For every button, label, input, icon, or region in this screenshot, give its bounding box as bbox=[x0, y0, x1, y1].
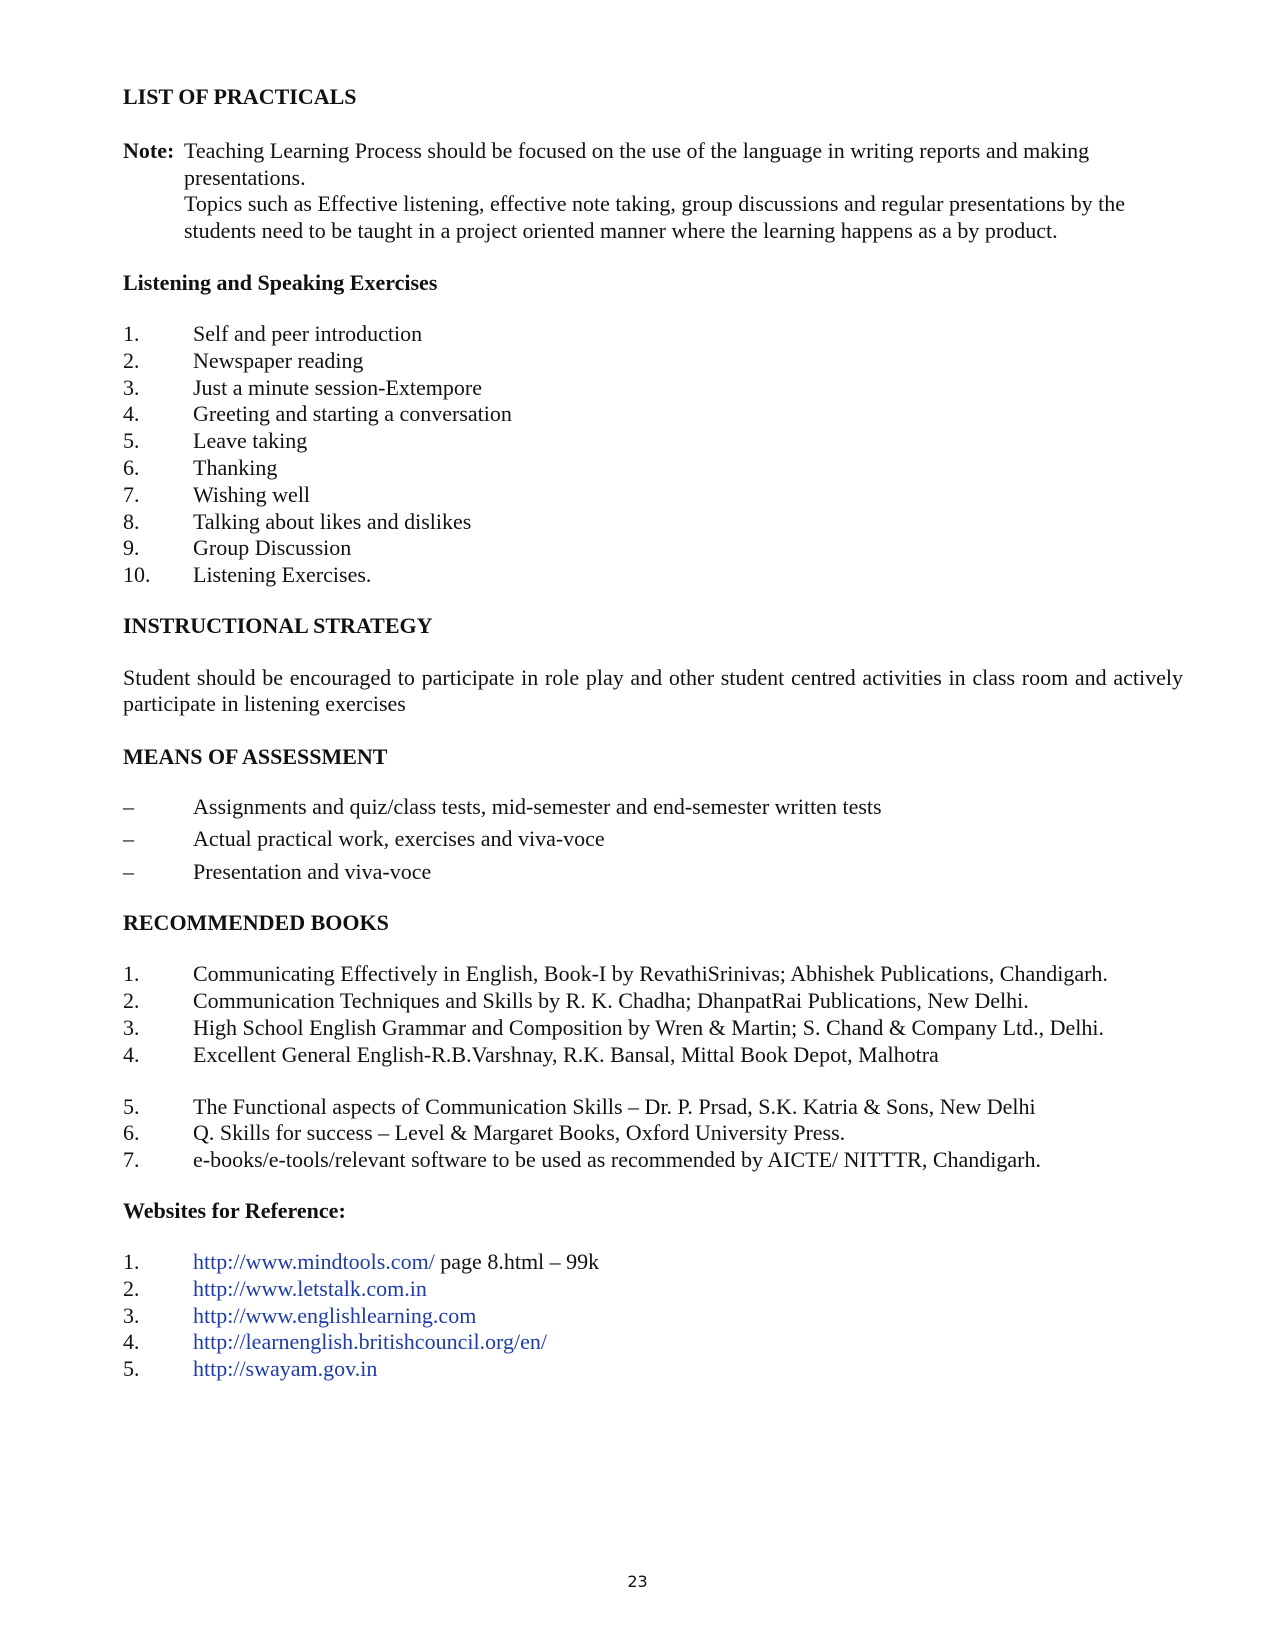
recommended-books-heading: RECOMMENDED BOOKS bbox=[123, 910, 389, 936]
means-of-assessment-heading: MEANS OF ASSESSMENT bbox=[123, 743, 388, 769]
list-item bbox=[123, 1276, 1183, 1303]
item-number: 5. bbox=[123, 1356, 140, 1382]
item-number: 1. bbox=[123, 961, 140, 987]
list-item bbox=[123, 401, 1183, 428]
item-text: Newspaper reading bbox=[193, 347, 364, 373]
website-link[interactable]: http://www.mindtools.com/ bbox=[193, 1249, 435, 1275]
dash-bullet: – bbox=[123, 793, 134, 819]
item-text: Greeting and starting a conversation bbox=[193, 401, 512, 427]
list-item bbox=[123, 1356, 1183, 1383]
link-suffix: page 8.html – 99k bbox=[434, 1249, 600, 1275]
instructional-strategy-text: Student should be encouraged to participate in role play and other student centred activities in class room and actively participate in listening exercises bbox=[123, 664, 1183, 717]
websites-list bbox=[123, 1249, 1183, 1383]
item-text: e-books/e-tools/relevant software to be used as recommended by AICTE/ NITTTR, Chandigarh. bbox=[193, 1147, 1041, 1173]
note-label: Note: bbox=[123, 138, 175, 163]
list-item bbox=[123, 791, 1183, 824]
item-number: 1. bbox=[123, 321, 140, 346]
websites-heading: Websites for Reference: bbox=[123, 1198, 346, 1224]
website-link[interactable]: http://learnenglish.britishcouncil.org/en/ bbox=[193, 1329, 547, 1355]
listening-heading: Listening and Speaking Exercises bbox=[123, 270, 438, 295]
books-list bbox=[123, 961, 1183, 1174]
item-text: Communication Techniques and Skills by R. K. Chadha; DhanpatRai Publications, New Delhi. bbox=[193, 988, 1029, 1014]
list-item bbox=[123, 428, 1183, 455]
item-text: High School English Grammar and Composition by Wren & Martin; S. Chand & Company Ltd., Delhi. bbox=[193, 1015, 1105, 1041]
list-item bbox=[123, 562, 1183, 589]
note-paragraph-2: Topics such as Effective listening, effective note taking, group discussions and regular presentations by the students need to be taught in a project oriented manner where the learning happens as a by product. bbox=[184, 191, 1125, 243]
item-text: Excellent General English-R.B.Varshnay, R.K. Bansal, Mittal Book Depot, Malhotra bbox=[193, 1041, 939, 1067]
note-paragraph-1: Teaching Learning Process should be focused on the use of the language in writing reports and making presentations. bbox=[184, 138, 1090, 190]
item-text: Wishing well bbox=[193, 481, 311, 507]
list-item bbox=[123, 961, 1183, 988]
website-link[interactable]: http://www.englishlearning.com bbox=[193, 1302, 477, 1328]
item-text: Just a minute session-Extempore bbox=[193, 374, 483, 400]
document-page bbox=[123, 84, 1183, 1383]
item-text: Communicating Effectively in English, Book-I by RevathiSrinivas; Abhishek Publications, Chandigarh. bbox=[193, 961, 1108, 987]
item-text: Self and peer introduction bbox=[193, 321, 423, 346]
item-number: 9. bbox=[123, 535, 140, 561]
item-number: 3. bbox=[123, 1015, 140, 1041]
list-of-practicals-heading: LIST OF PRACTICALS bbox=[123, 84, 357, 109]
item-number: 5. bbox=[123, 428, 140, 454]
item-text: Group Discussion bbox=[193, 535, 352, 561]
list-item bbox=[123, 823, 1183, 856]
list-item bbox=[123, 856, 1183, 889]
item-number: 6. bbox=[123, 454, 140, 480]
list-item bbox=[123, 1094, 1183, 1121]
item-number: 4. bbox=[123, 1329, 140, 1355]
list-item bbox=[123, 988, 1183, 1015]
list-item bbox=[123, 509, 1183, 536]
list-item bbox=[123, 535, 1183, 562]
item-text: Assignments and quiz/class tests, mid-semester and end-semester written tests bbox=[193, 793, 882, 819]
item-number: 4. bbox=[123, 1041, 140, 1067]
list-item bbox=[123, 321, 1183, 348]
item-text: Leave taking bbox=[193, 428, 308, 454]
item-number: 1. bbox=[123, 1249, 140, 1275]
list-item bbox=[123, 1015, 1183, 1042]
item-number: 10. bbox=[123, 562, 151, 588]
list-item bbox=[123, 1042, 1183, 1069]
item-number: 8. bbox=[123, 508, 140, 534]
list-item bbox=[123, 1120, 1183, 1147]
note-body bbox=[184, 138, 1183, 244]
item-text: Actual practical work, exercises and viva-voce bbox=[193, 826, 605, 852]
list-item bbox=[123, 1303, 1183, 1330]
dash-bullet: – bbox=[123, 858, 134, 884]
list-item bbox=[123, 1147, 1183, 1174]
item-text: The Functional aspects of Communication Skills – Dr. P. Prsad, S.K. Katria & Sons, New Delhi bbox=[193, 1093, 1036, 1119]
item-text: Presentation and viva-voce bbox=[193, 858, 432, 884]
instructional-strategy-heading: INSTRUCTIONAL STRATEGY bbox=[123, 612, 433, 638]
website-link[interactable]: http://swayam.gov.in bbox=[193, 1356, 378, 1382]
item-text: Thanking bbox=[193, 454, 278, 480]
list-item bbox=[123, 1329, 1183, 1356]
list-item bbox=[123, 375, 1183, 402]
dash-bullet: – bbox=[123, 826, 134, 852]
assessment-list bbox=[123, 791, 1183, 889]
item-number: 7. bbox=[123, 1147, 140, 1173]
item-number: 5. bbox=[123, 1093, 140, 1119]
item-number: 4. bbox=[123, 401, 140, 427]
item-number: 2. bbox=[123, 347, 140, 373]
list-item bbox=[123, 455, 1183, 482]
item-number: 2. bbox=[123, 1275, 140, 1301]
item-number: 7. bbox=[123, 481, 140, 507]
item-number: 3. bbox=[123, 374, 140, 400]
list-item bbox=[123, 348, 1183, 375]
note-block bbox=[123, 138, 1183, 244]
item-number: 2. bbox=[123, 988, 140, 1014]
listening-list bbox=[123, 321, 1183, 589]
list-item bbox=[123, 1249, 1183, 1276]
website-link[interactable]: http://www.letstalk.com.in bbox=[193, 1275, 427, 1301]
item-number: 6. bbox=[123, 1120, 140, 1146]
item-text: Talking about likes and dislikes bbox=[193, 508, 472, 534]
page-number: 23 bbox=[627, 1572, 648, 1591]
list-item bbox=[123, 482, 1183, 509]
item-number: 3. bbox=[123, 1302, 140, 1328]
item-text: Q. Skills for success – Level & Margaret Books, Oxford University Press. bbox=[193, 1120, 846, 1146]
item-text: Listening Exercises. bbox=[193, 562, 372, 588]
